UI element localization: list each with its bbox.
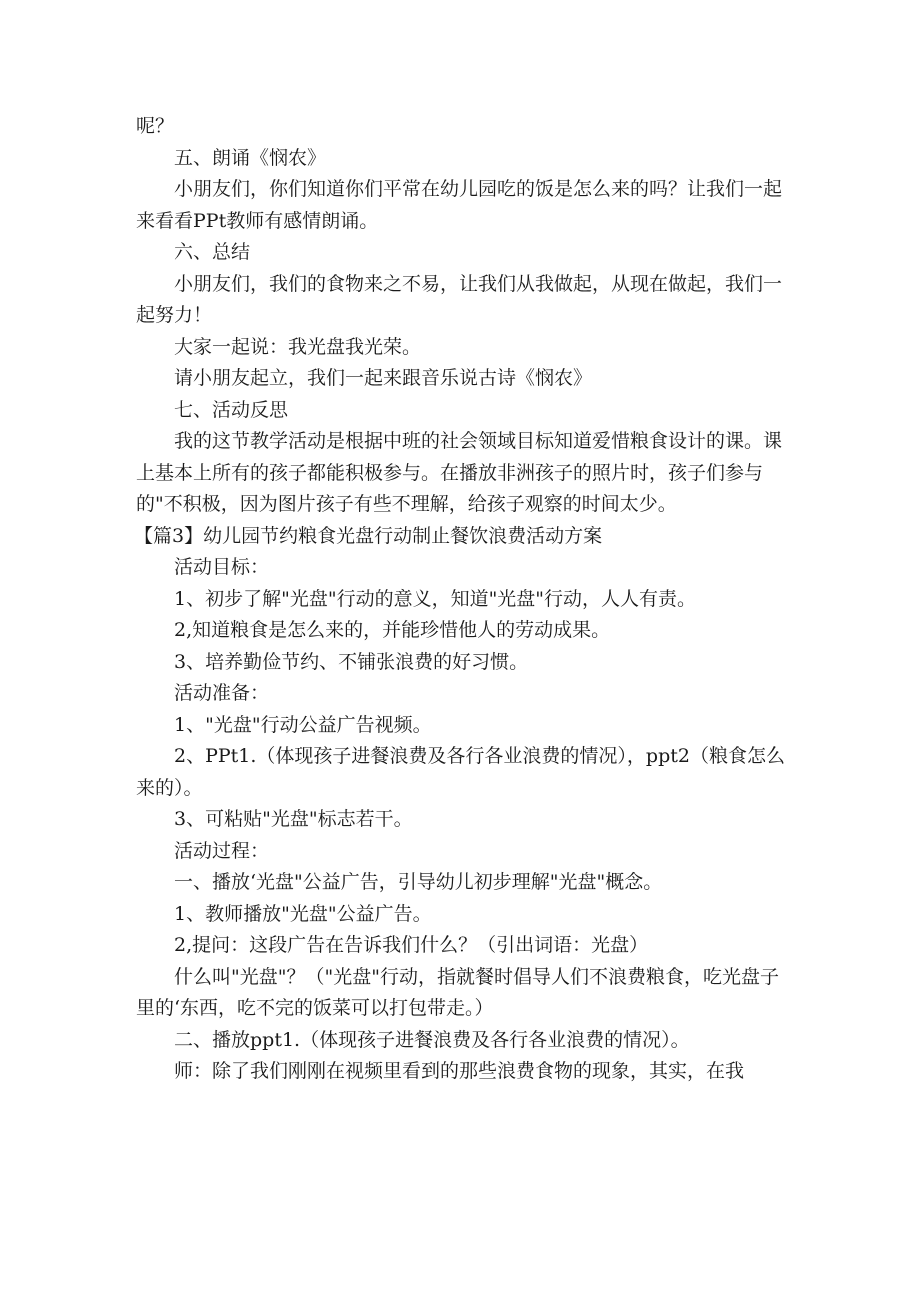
paragraph: 1、初步了解"光盘"行动的意义，知道"光盘"行动，人人有责。 [174, 587, 697, 610]
section-heading: 【篇3】幼儿园节约粮食光盘行动制止餐饮浪费活动方案 [134, 524, 603, 547]
paragraph: 五、朗诵《悯农》 [174, 146, 327, 169]
paragraph: 2,知道粮食是怎么来的，并能珍惜他人的劳动成果。 [174, 619, 611, 641]
paragraph: 什么叫"光盘"？（"光盘"行动，指就餐时倡导人们不浪费粮食，吃光盘子里的‘东西，吃不完的饭菜可以打包带走。） [136, 965, 779, 1019]
paragraph: 3、培养勤俭节约、不铺张浪费的好习惯。 [174, 650, 529, 673]
paragraph: 小朋友们，你们知道你们平常在幼儿园吃的饭是怎么来的吗？让我们一起来看看PPt教师有感情朗诵。 [136, 178, 783, 232]
paragraph: 2,提问：这段广告在告诉我们什么？（引出词语：光盘） [174, 934, 649, 956]
paragraph: 呢？ [136, 115, 175, 137]
paragraph: 活动准备： [174, 682, 270, 704]
paragraph: 3、可粘贴"光盘"标志若干。 [174, 808, 413, 830]
paragraph: 二、播放ppt1.（体现孩子进餐浪费及各行各业浪费的情况）。 [174, 1028, 690, 1051]
paragraph: 活动过程： [174, 839, 270, 862]
paragraph: 我的这节教学活动是根据中班的社会领域目标知道爱惜粮食设计的课。课上基本上所有的孩子都能积极参与。在播放非洲孩子的照片时，孩子们参与的"不积极，因为图片孩子有些不理解，给孩子观察的时间太少。 [136, 430, 783, 515]
document-body [136, 111, 796, 1088]
paragraph: 一、播放‘光盘"公益广告，引导幼儿初步理解"光盘"概念。 [174, 871, 663, 893]
paragraph: 小朋友们，我们的食物来之不易，让我们从我做起，从现在做起，我们一起努力！ [136, 272, 783, 326]
paragraph: 六、总结 [174, 241, 251, 263]
paragraph: 七、活动反思 [174, 398, 289, 421]
paragraph: 请小朋友起立，我们一起来跟音乐说古诗《悯农》 [174, 367, 593, 389]
paragraph: 大家一起说：我光盘我光荣。 [174, 335, 422, 358]
paragraph: 师：除了我们刚刚在视频里看到的那些浪费食物的现象，其实，在我 [174, 1060, 745, 1082]
paragraph: 2、PPt1.（体现孩子进餐浪费及各行各业浪费的情况），ppt2（粮食怎么来的）。 [136, 745, 785, 799]
paragraph: 1、"光盘"行动公益广告视频。 [174, 713, 432, 736]
paragraph: 活动目标： [174, 556, 270, 578]
paragraph: 1、教师播放"光盘"公益广告。 [174, 902, 432, 925]
